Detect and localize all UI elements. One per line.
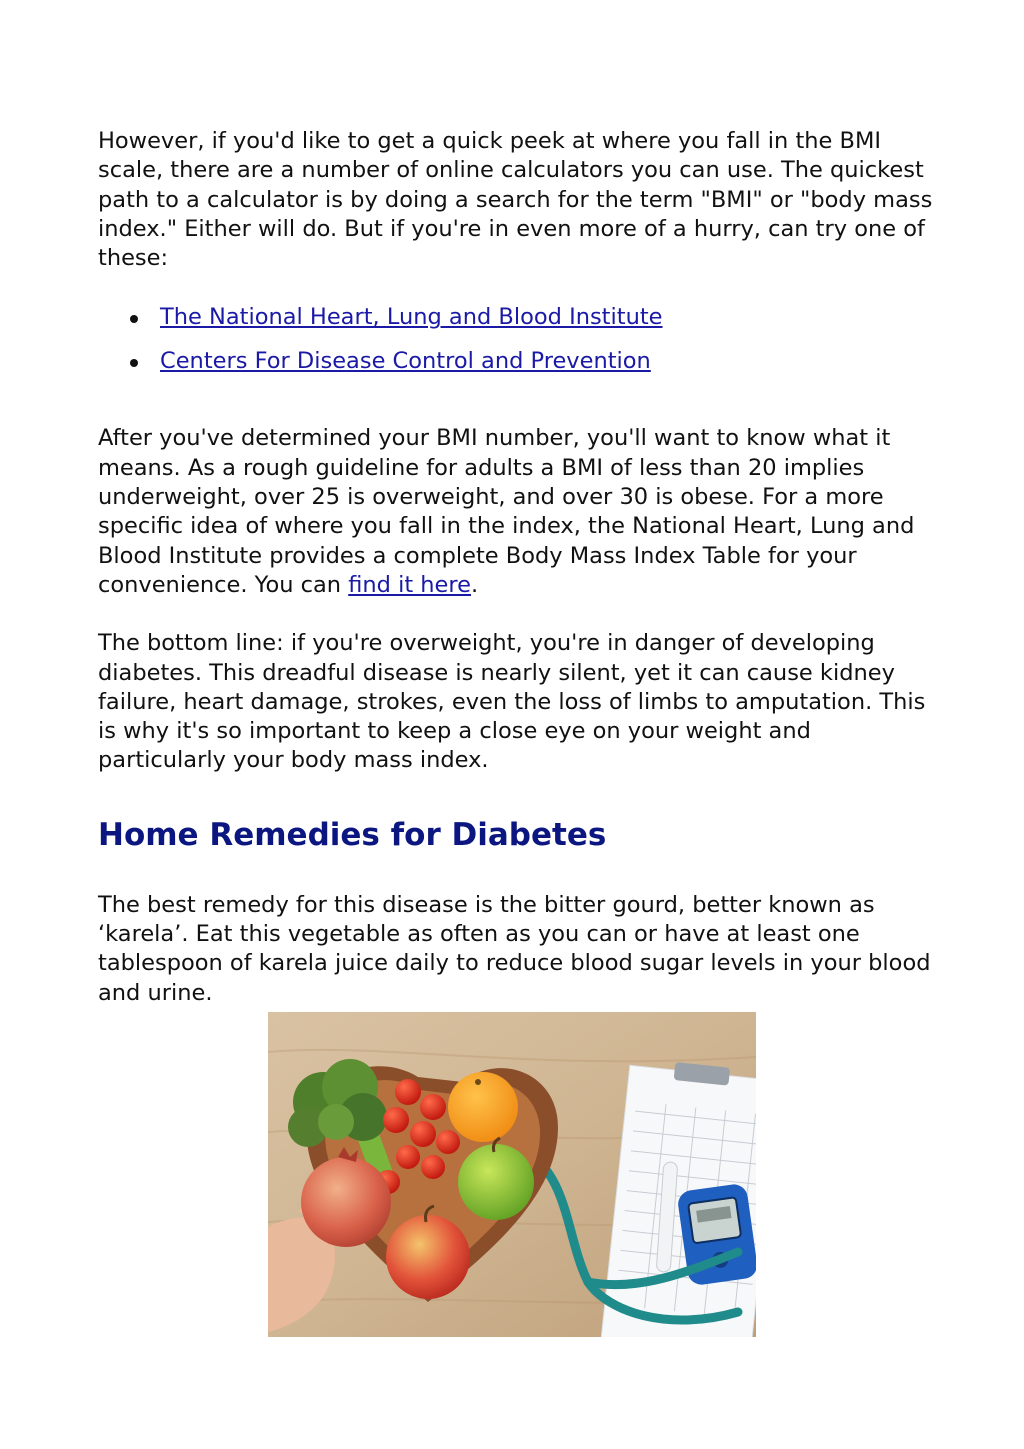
paragraph-bottom-line: The bottom line: if you're overweight, you're in danger of developing diabetes. This dreadful disease is nearly silent, yet it can cause kidney failure, heart damage, strokes, even the loss of limbs to amputation. This is why it's so important to keep a close eye on your weight and particularly your body mass index. (98, 630, 926, 774)
paragraph-bmi-meaning-text: After you've determined your BMI number, you'll want to know what it means. As a rough guideline for adults a BMI of less than 20 implies underweight, over 25 is overweight, and over 30 is obese. For a more specific idea of where you fall in the index, the National Heart, Lung and Blood Institute provides a complete Body Mass Index Table for your convenience. You can (98, 425, 915, 598)
document-page (98, 127, 933, 1008)
link-cdc[interactable]: Centers For Disease Control and Prevention (160, 348, 651, 375)
link-nhlbi[interactable]: The National Heart, Lung and Blood Institute (160, 304, 663, 331)
link-find-it-here[interactable]: find it here (348, 571, 471, 598)
paragraph-bmi-calculators: However, if you'd like to get a quick peek at where you fall in the BMI scale, there are a number of online calculators you can use. The quickest path to a calculator is by doing a search for the term "BMI" or "body mass index." Either will do. But if you're in even more of a hurry, can try one of these: (98, 128, 933, 272)
paragraph-bmi-meaning-end: . (471, 571, 479, 598)
paragraph-karela: The best remedy for this disease is the bitter gourd, better known as ‘karela’. Eat this vegetable as often as you can or have at least one tablespoon of karela juice daily to reduce blood sugar levels in your blood and urine. (98, 891, 931, 1006)
bullet-icon (130, 359, 138, 367)
calculator-link-list (98, 303, 933, 376)
section-heading: Home Remedies for Diabetes (98, 816, 607, 853)
list-item (98, 303, 933, 332)
heart-bowl-fruit-stethoscope-glucometer-photo (268, 1012, 756, 1337)
list-item (98, 347, 933, 376)
paragraph-bmi-meaning (98, 424, 933, 600)
bullet-icon (130, 315, 138, 323)
